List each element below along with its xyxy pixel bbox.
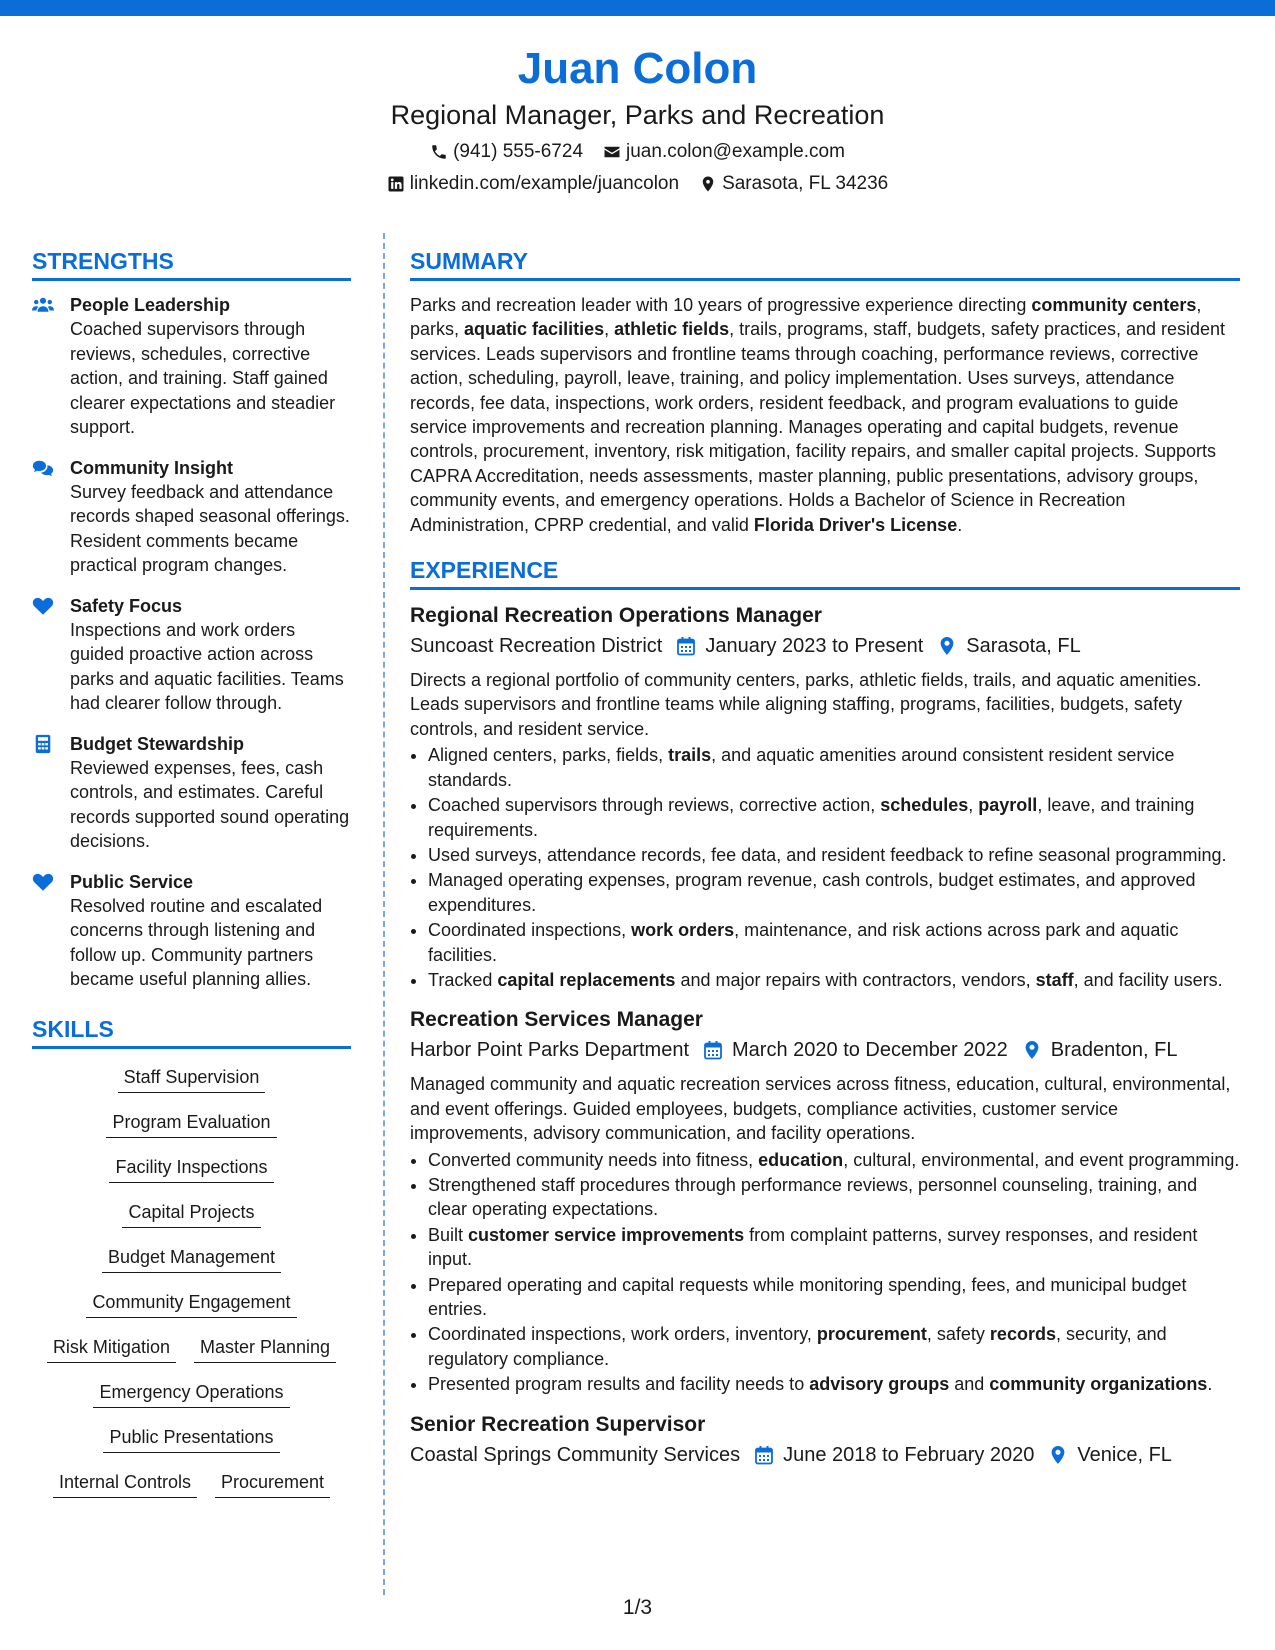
job-title: Recreation Services Manager	[410, 1008, 703, 1032]
skill-tag: Capital Projects	[122, 1200, 260, 1228]
bullet-item	[428, 793, 1240, 842]
text-segment: ,	[604, 319, 615, 340]
skill-row	[32, 1155, 351, 1183]
resume-header	[0, 42, 1275, 196]
linkedin-text: linkedin.com/example/juancolon	[409, 173, 680, 194]
job-organization: Harbor Point Parks Department	[410, 1039, 690, 1062]
email-contact	[603, 140, 845, 164]
bold-text: Florida Driver's License	[753, 514, 958, 535]
strength-item	[32, 732, 351, 854]
text-segment: Presented program results and facility needs to	[428, 1374, 810, 1395]
strength-item	[32, 870, 351, 992]
bold-text: trails	[668, 745, 712, 766]
skill-row	[32, 1200, 351, 1228]
heart-icon	[32, 870, 70, 992]
text-segment: Aligned centers, parks, fields,	[428, 745, 669, 766]
heart-icon	[32, 594, 70, 716]
strength-title: People Leadership	[70, 295, 231, 315]
strength-body	[70, 456, 351, 578]
map-pin-icon	[923, 636, 966, 656]
job-meta	[410, 632, 1240, 660]
job-bullets	[410, 1148, 1240, 1397]
skill-tag: Master Planning	[194, 1335, 336, 1363]
page-number: 1/3	[622, 1596, 653, 1619]
text-segment: Tracked	[428, 969, 498, 990]
strengths-heading: STRENGTHS	[32, 246, 351, 281]
job-dates: January 2023 to Present	[705, 635, 924, 658]
skill-row	[32, 1245, 351, 1273]
bullet-item	[428, 1148, 1240, 1172]
text-segment: Coordinated inspections,	[428, 920, 632, 941]
job-organization: Suncoast Recreation District	[410, 635, 663, 658]
bullet-item	[428, 868, 1240, 917]
map-pin-icon	[1034, 1445, 1077, 1465]
strengths-list	[32, 293, 351, 992]
strength-description: Reviewed expenses, fees, cash controls, and estimates. Careful records supported sound operating decisions.	[70, 757, 350, 851]
strength-item	[32, 456, 351, 578]
skill-tag: Facility Inspections	[109, 1155, 273, 1183]
text-segment: ,	[968, 795, 979, 816]
skill-tag: Community Engagement	[86, 1290, 296, 1318]
text-segment: , and aquatic amenities around consistent resident service standards.	[428, 745, 1175, 790]
text-segment: , parks,	[410, 295, 1202, 340]
text-segment: , cultural, environmental, and event programming.	[843, 1149, 1240, 1170]
job-description: Directs a regional portfolio of community centers, parks, athletic fields, trails, and aquatic amenities. Leads supervisors and frontline teams while aligning staffing, programs, facilities, budgets, safety controls, and resident service.	[410, 670, 1202, 739]
bold-text: advisory groups	[809, 1374, 950, 1395]
people-icon	[32, 293, 70, 440]
bullet-item	[428, 1322, 1240, 1371]
strength-item	[32, 594, 351, 716]
skill-row	[32, 1065, 351, 1093]
skill-tag: Procurement	[215, 1470, 330, 1498]
experience-heading: EXPERIENCE	[410, 555, 1240, 590]
job-organization: Coastal Springs Community Services	[410, 1443, 741, 1466]
strength-body	[70, 594, 351, 716]
text-segment: and major repairs with contractors, vendors,	[675, 969, 1036, 990]
strength-description: Survey feedback and attendance records shaped seasonal offerings. Resident comments became practical program changes.	[70, 481, 350, 575]
job-description: Managed community and aquatic recreation services across fitness, education, cultural, environmental, and event offerings. Guided employees, budgets, compliance activities, customer service improvements, advisory communication, and facility operations.	[410, 1074, 1231, 1144]
strength-title: Public Service	[70, 871, 194, 892]
text-segment: Built	[428, 1224, 469, 1245]
text-segment: .	[1207, 1374, 1213, 1395]
text-segment: , and facility users.	[1073, 969, 1223, 990]
text-segment: Coordinated inspections, work orders, inventory,	[428, 1324, 817, 1345]
candidate-name: Juan Colon	[517, 44, 758, 93]
job-dates: March 2020 to December 2022	[732, 1039, 1008, 1062]
contact-row-1	[0, 140, 1275, 164]
bold-text: records	[989, 1324, 1056, 1345]
strength-title: Safety Focus	[70, 595, 183, 616]
skill-tag: Internal Controls	[53, 1470, 197, 1498]
text-segment: Coached supervisors through reviews, corrective action,	[428, 795, 881, 816]
phone-text: (941) 555-6724	[453, 141, 584, 162]
skill-row	[32, 1470, 351, 1498]
text-segment: , safety	[926, 1324, 990, 1345]
bold-text: education	[758, 1149, 844, 1170]
bullet-item	[428, 843, 1240, 867]
linkedin-contact	[387, 172, 679, 196]
job-dates: June 2018 to February 2020	[783, 1443, 1035, 1466]
job-bullets	[410, 743, 1240, 992]
bullet-item	[428, 1372, 1240, 1396]
calendar-icon	[662, 636, 705, 656]
job-location: Sarasota, FL	[966, 635, 1081, 658]
text-segment: Strengthened staff procedures through performance reviews, personnel counseling, training, and clear operating expectations.	[428, 1174, 1198, 1220]
bold-text: community centers	[1031, 295, 1197, 315]
job-entry	[410, 602, 1240, 992]
column-divider	[383, 233, 385, 1595]
bold-text: work orders	[631, 920, 735, 941]
calendar-icon	[689, 1040, 732, 1060]
strength-body	[70, 870, 351, 992]
skill-row	[32, 1290, 351, 1318]
text-segment: Converted community needs into fitness,	[428, 1149, 759, 1170]
left-column	[32, 246, 351, 1498]
strength-description: Coached supervisors through reviews, schedules, corrective action, and training. Staff gained clearer expectations and steadier support.	[70, 319, 336, 437]
bold-text: aquatic facilities	[464, 319, 605, 340]
linkedin-icon	[387, 175, 405, 193]
text-segment: .	[957, 514, 963, 535]
text-segment: Managed operating expenses, program revenue, cash controls, budget estimates, and approved expenditures.	[428, 870, 1196, 915]
text-segment: Used surveys, attendance records, fee data, and resident feedback to refine seasonal programming.	[428, 844, 1227, 865]
bold-text: schedules	[880, 795, 969, 816]
bullet-item	[428, 1273, 1240, 1322]
bold-text: athletic fields	[614, 319, 730, 340]
text-segment: , leave, and training requirements.	[428, 795, 1195, 840]
calculator-icon	[32, 732, 70, 854]
strength-description: Inspections and work orders guided proactive action across parks and aquatic facilities. Teams had clearer follow through.	[70, 619, 344, 713]
bold-text: staff	[1035, 969, 1074, 990]
skill-row	[32, 1110, 351, 1138]
strength-description: Resolved routine and escalated concerns through listening and follow up. Community partners became useful planning allies.	[70, 895, 323, 989]
job-entry	[410, 1006, 1240, 1396]
map-pin-icon	[699, 175, 717, 193]
text-segment: Prepared operating and capital requests while monitoring spending, fees, and municipal budget entries.	[428, 1274, 1187, 1319]
email-text: juan.colon@example.com	[626, 141, 845, 162]
bullet-item	[428, 1223, 1240, 1272]
skill-tag: Budget Management	[102, 1245, 281, 1273]
bullet-item	[428, 743, 1240, 792]
bold-text: procurement	[816, 1324, 927, 1345]
right-column	[410, 246, 1240, 1483]
candidate-title: Regional Manager, Parks and Recreation	[390, 100, 885, 130]
strength-item	[32, 293, 351, 440]
strength-body	[70, 293, 351, 440]
job-location: Bradenton, FL	[1050, 1039, 1178, 1062]
skill-row	[32, 1335, 351, 1363]
location-contact	[699, 172, 888, 196]
bullet-item	[428, 1173, 1240, 1222]
bullet-item	[428, 968, 1240, 992]
job-entry	[410, 1411, 1240, 1469]
skill-row	[32, 1380, 351, 1408]
skill-tag: Staff Supervision	[118, 1065, 266, 1093]
text-segment: Parks and recreation leader with 10 years of progressive experience directing	[410, 295, 1032, 315]
skill-tag: Risk Mitigation	[47, 1335, 176, 1363]
summary-paragraph	[410, 293, 1240, 537]
experience-list	[410, 602, 1240, 1469]
skill-row	[32, 1425, 351, 1453]
bullet-item	[428, 918, 1240, 967]
envelope-icon	[603, 143, 621, 161]
phone-contact	[430, 140, 583, 164]
skills-heading: SKILLS	[32, 1014, 351, 1049]
job-meta	[410, 1036, 1240, 1064]
contact-row-2	[0, 172, 1275, 196]
bold-text: customer service improvements	[468, 1224, 745, 1245]
strength-title: Community Insight	[70, 457, 233, 478]
location-text: Sarasota, FL 34236	[722, 173, 889, 194]
job-title: Senior Recreation Supervisor	[410, 1412, 706, 1436]
bold-text: capital replacements	[497, 969, 676, 990]
skill-tag: Program Evaluation	[106, 1110, 276, 1138]
calendar-icon	[740, 1445, 783, 1465]
skill-tag: Emergency Operations	[93, 1380, 289, 1408]
skills-list	[32, 1061, 351, 1498]
bold-text: payroll	[978, 795, 1038, 816]
text-segment: , security, and regulatory compliance.	[428, 1324, 1167, 1369]
map-pin-icon	[1008, 1040, 1051, 1060]
text-segment: and	[949, 1374, 990, 1395]
job-meta	[410, 1441, 1240, 1469]
skill-tag: Public Presentations	[103, 1425, 279, 1453]
summary-heading: SUMMARY	[410, 246, 1240, 281]
bold-text: community organizations	[989, 1374, 1208, 1395]
top-accent-bar	[0, 0, 1275, 16]
phone-icon	[430, 143, 448, 161]
text-segment: from complaint patterns, survey responses, and resident input.	[428, 1224, 1198, 1270]
text-segment: , trails, programs, staff, budgets, safety practices, and resident services. Leads supervisors and frontline teams through coaching, performance reviews, corrective action, scheduling, payroll, leave, training, and policy implementation. Uses surveys, attendance records, fee data, inspections, work orders, resident feedback, and program evaluations to guide service improvements and recreation planning. Manages operating and capital budgets, revenue controls, procurement, inventory, risk mitigation, facility repairs, and smaller capital projects. Supports CAPRA Accreditation, needs assessments, master planning, public presentations, advisory groups, community events, and emergency operations. Holds a Bachelor of Science in Recreation Administration, CPRP credential, and valid	[410, 319, 1226, 535]
comments-icon	[32, 456, 70, 578]
text-segment: , maintenance, and risk actions across park and aquatic facilities.	[428, 920, 1179, 965]
job-location: Venice, FL	[1077, 1443, 1172, 1466]
job-title: Regional Recreation Operations Manager	[410, 604, 822, 628]
strength-title: Budget Stewardship	[70, 733, 245, 754]
strength-body	[70, 732, 351, 854]
